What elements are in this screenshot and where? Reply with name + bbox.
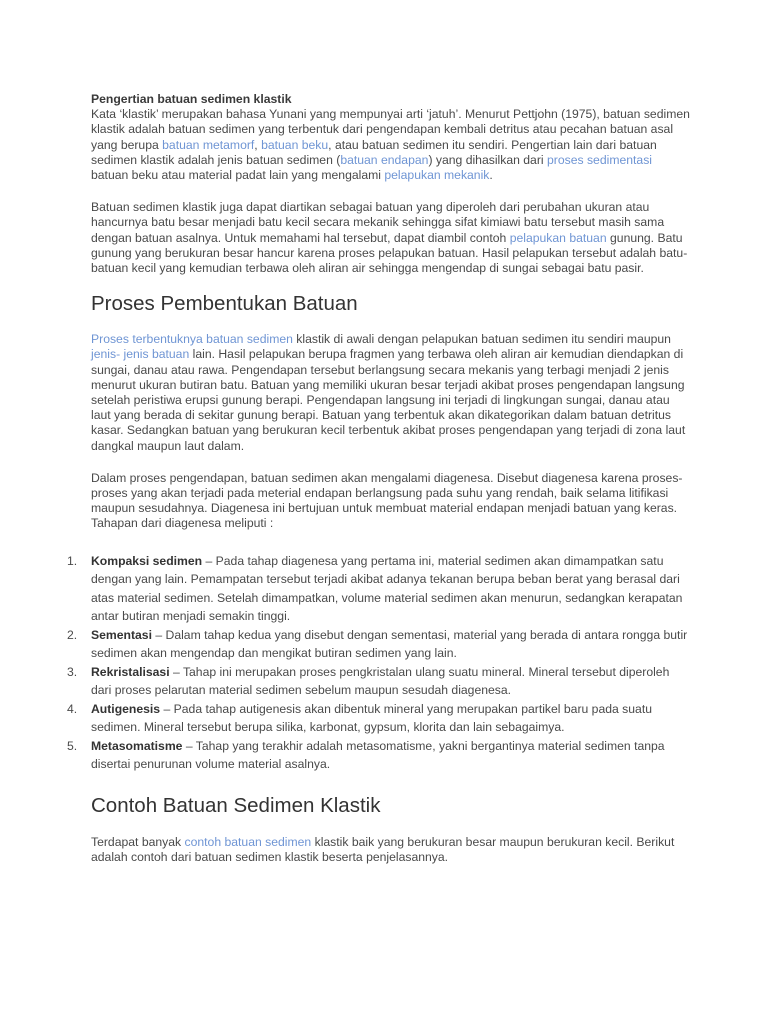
list-item-number: 5. [67, 738, 78, 753]
text-segment: gunung. Batu gunung yang berukuran besar hancur karena proses pelapukan batuan. Hasil pelapukan tersebut adalah batu- batuan kecil yang kemudian terbawa oleh aliran air sehingga mengendap di sungai sebagai batu pasir. [91, 230, 688, 276]
diagenesa-list-wrapper [67, 552, 691, 774]
list-item-number: 1. [67, 553, 78, 568]
text-segment: Batuan sedimen klastik juga dapat diartikan sebagai batuan yang diperoleh dari perubahan ukuran atau hancurnya batu besar menjadi batu kecil secara mekanik sehingga sifat kimiawi batu tersebut masih sama dengan batuan asalnya. Untuk memahami hal tersebut, dapat diambil contoh [91, 200, 665, 245]
inline-link[interactable]: jenis- jenis batuan [91, 347, 190, 362]
list-item-text: – Tahap yang terakhir adalah metasomatisme, yakni bergantinya material sedimen tanpa disertai penurunan volume material asalnya. [91, 738, 665, 772]
diagenesa-list [67, 552, 691, 774]
list-item-text: – Pada tahap diagenesa yang pertama ini, material sedimen akan dimampatkan satu dengan yang lain. Pemampatan tersebut terjadi akibat adanya tekanan berupa beban berat yang berasal dari atas material sedimen. Setelah dimampatkan, volume material sedimen akan menurun, sedangkan kerapatan antar butiran menjadi semakin tinggi. [91, 553, 683, 624]
inline-link[interactable]: batuan endapan [340, 152, 429, 167]
list-item [67, 626, 691, 663]
list-item [67, 700, 691, 737]
text-segment: lain. Hasil pelapukan berupa fragmen yang terbawa oleh aliran air kemudian diendapkan di sungai, danau atau rawa. Pengendapan tersebut berlangsung secara mekanis yang terbagi menjadi 2 jenis menurut ukuran butiran batu. Batuan yang memiliki ukuran besar terjadi akibat proses pengendapan langsung setelah peristiwa erupsi gunung berapi. Pengendapan langsung ini terjadi di lingkungan sungai, danau atau laut yang berada di sekitar gunung berapi. Batuan yang terbentuk akan dikategorikan dalam batuan detritus kasar. Sedangkan batuan yang berukuran kecil terbentuk akibat proses pengendapan yang terjadi di zona laut dangkal maupun laut dalam. [91, 347, 686, 453]
paragraph-contoh-1 [91, 835, 691, 865]
inline-link[interactable]: pelapukan batuan [509, 230, 607, 245]
inline-link[interactable]: contoh batuan sedimen [184, 834, 312, 849]
inline-link[interactable]: proses sedimentasi [547, 152, 652, 167]
paragraph-pengertian-1 [91, 107, 691, 183]
text-segment: , atau batuan sedimen itu sendiri. Pengertian lain dari batuan sedimen klastik adalah jenis batuan sedimen ( [91, 137, 657, 167]
text-segment: batuan beku atau material padat lain yang mengalami [91, 168, 385, 183]
paragraph-proses-1 [91, 332, 691, 454]
list-item-number: 2. [67, 627, 78, 642]
text-segment: Terdapat banyak [91, 834, 185, 849]
heading-contoh-batuan: Contoh Batuan Sedimen Klastik [91, 793, 381, 817]
list-item-number: 4. [67, 701, 78, 716]
text-segment: Dalam proses pengendapan, batuan sedimen akan mengalami diagenesa. Disebut diagenesa karena proses- proses yang akan terjadi pada meterial endapan berlangsung pada suhu yang rendah, baik selama litifikasi maupun sesudahnya. Diagenesa ini bertujuan untuk membuat material endapan menjadi batuan yang keras. Tahapan dari diagenesa meliputi : [91, 470, 683, 531]
list-item-number: 3. [67, 664, 78, 679]
section-title-pengertian: Pengertian batuan sedimen klastik [91, 92, 292, 106]
document-page [67, 92, 691, 865]
list-item [67, 552, 691, 626]
list-item-text: – Tahap ini merupakan proses pengkristalan ulang suatu mineral. Mineral tersebut diperoleh dari proses pelarutan material sedimen sebelum maupun sesudah diagenesa. [91, 664, 670, 698]
list-item-term: Kompaksi sedimen [91, 553, 203, 568]
text-segment: ) yang dihasilkan dari [428, 152, 547, 167]
list-item [67, 737, 691, 774]
list-item-term: Autigenesis [91, 701, 161, 716]
text-segment: . [489, 168, 493, 183]
inline-link[interactable]: pelapukan mekanik [384, 168, 490, 183]
inline-link[interactable]: batuan beku [261, 137, 329, 152]
heading-proses-pembentukan: Proses Pembentukan Batuan [91, 292, 358, 316]
text-segment: klastik baik yang berukuran besar maupun berukuran kecil. Berikut adalah contoh dari batuan sedimen klastik beserta penjelasannya. [91, 834, 675, 864]
inline-link[interactable]: Proses terbentuknya batuan sedimen [91, 332, 293, 347]
list-item-term: Sementasi [91, 627, 152, 642]
text-segment: Kata ‘klastik’ merupakan bahasa Yunani yang mempunyai arti ‘jatuh’. Menurut Pettjohn (1975), batuan sedimen klastik adalah batuan sedimen yang terbentuk dari pengendapan kembali detritus atau pecahan batuan asal yang berupa [91, 107, 690, 152]
list-item-text: – Dalam tahap kedua yang disebut dengan sementasi, material yang berada di antara rongga butir sedimen akan mengendap dan mengikat butiran sedimen yang lain. [91, 627, 688, 661]
text-segment: , [254, 137, 262, 152]
list-item-text: – Pada tahap autigenesis akan dibentuk mineral yang merupakan partikel baru pada suatu sedimen. Mineral tersebut berupa silika, karbonat, gypsum, klorita dan lain sebagaimya. [91, 701, 652, 735]
inline-link[interactable]: batuan metamorf [162, 137, 255, 152]
text-segment: klastik di awali dengan pelapukan batuan sedimen itu sendiri maupun [292, 332, 671, 347]
list-item-term: Metasomatisme [91, 738, 183, 753]
list-item-term: Rekristalisasi [91, 664, 170, 679]
paragraph-proses-2 [91, 471, 691, 532]
list-item [67, 663, 691, 700]
paragraph-pengertian-2 [91, 200, 691, 276]
